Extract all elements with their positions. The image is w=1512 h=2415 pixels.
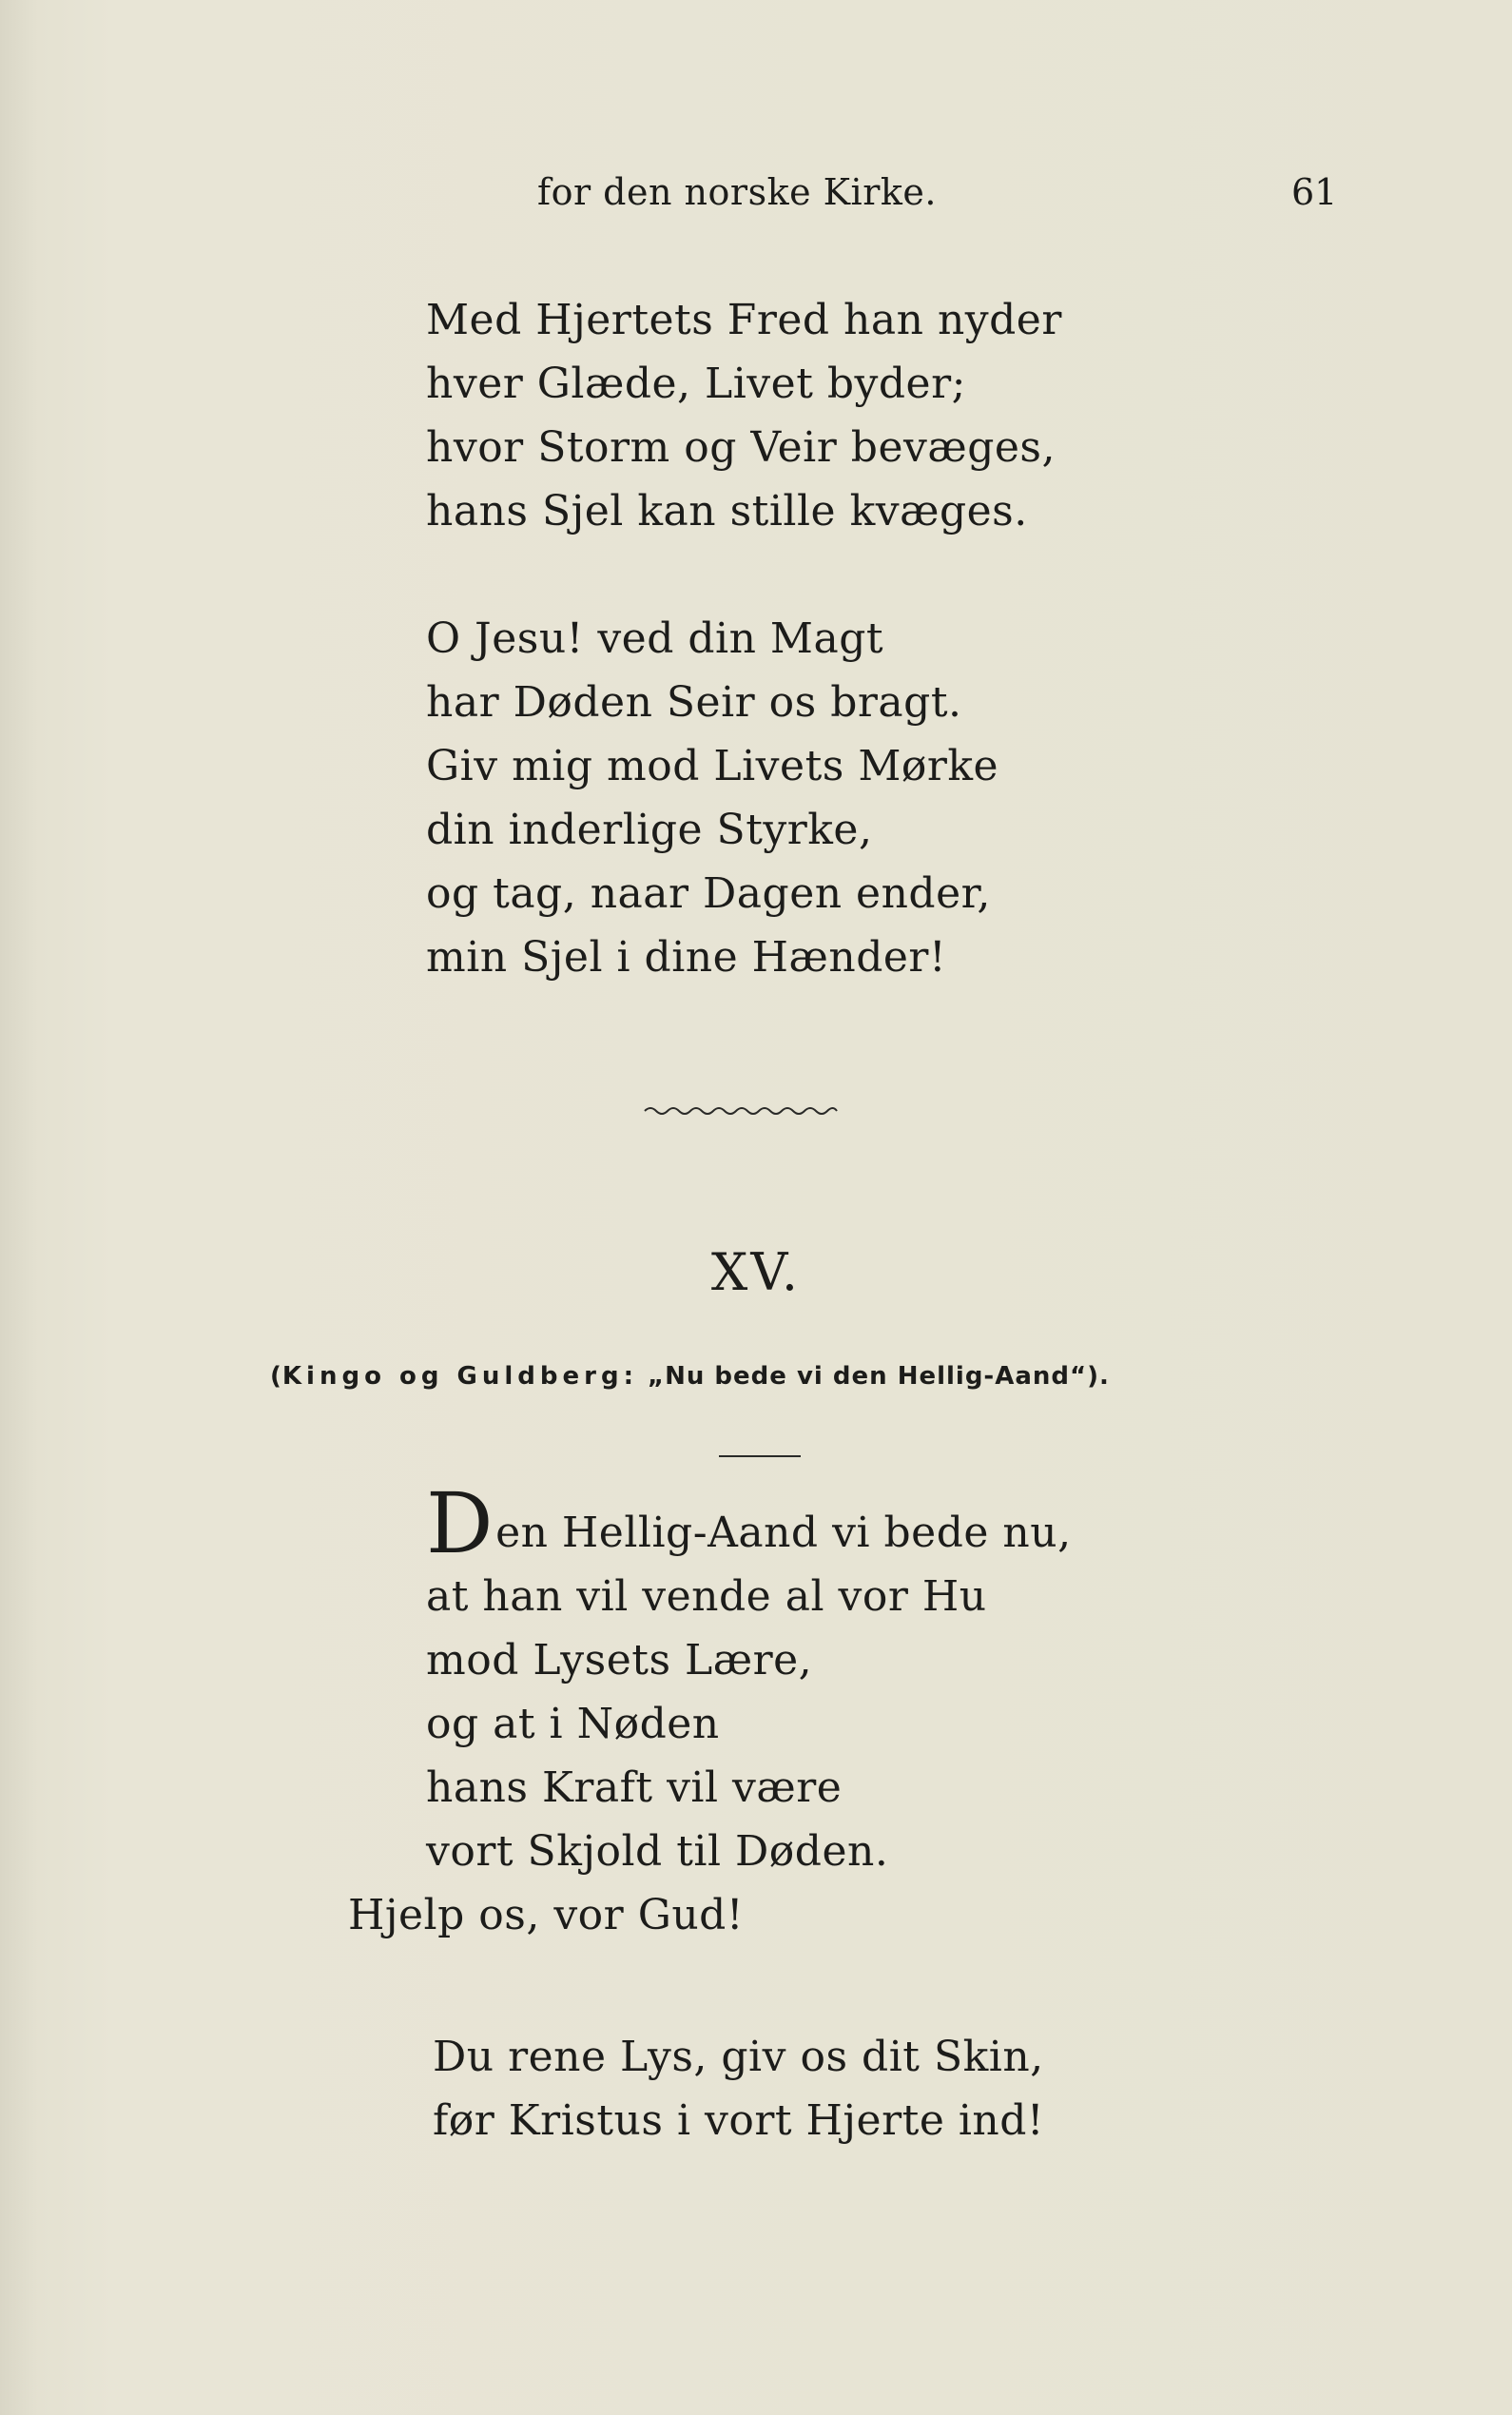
verse-line-first xyxy=(426,1474,1072,1572)
verse-line: Med Hjertets Fred han nyder xyxy=(426,296,1062,344)
running-head: for den norske Kirke. xyxy=(537,171,937,213)
page-number: 61 xyxy=(1291,171,1338,213)
source-authors: Kingo og Guldberg: xyxy=(281,1362,638,1391)
source-open-paren: ( xyxy=(270,1362,282,1391)
stanza-2 xyxy=(426,607,998,989)
verse-line: hans Kraft vil være xyxy=(426,1763,843,1812)
divider-rule xyxy=(719,1455,801,1457)
verse-line: har Døden Seir os bragt. xyxy=(426,678,962,727)
verse-line: hver Glæde, Livet byder; xyxy=(426,360,966,408)
verse-line: Giv mig mod Livets Mørke xyxy=(426,742,999,790)
verse-line: vort Skjold til Døden. xyxy=(426,1827,889,1876)
source-title: „Nu bede vi den Hellig-Aand“). xyxy=(637,1362,1110,1391)
verse-line: min Sjel i dine Hænder! xyxy=(426,933,947,982)
verse-line: O Jesu! ved din Magt xyxy=(426,614,884,663)
verse-line: at han vil vende al vor Hu xyxy=(426,1572,987,1621)
hymn-source xyxy=(270,1362,1110,1391)
hymn-number: XV. xyxy=(710,1242,802,1302)
verse-line: før Kristus i vort Hjerte ind! xyxy=(433,2096,1045,2145)
hymn-stanza-2 xyxy=(433,2025,1044,2152)
verse-line: og at i Nøden xyxy=(426,1700,720,1748)
verse-line: hvor Storm og Veir bevæges, xyxy=(426,423,1056,472)
wavy-line-ornament-icon xyxy=(643,1103,839,1119)
verse-line: din inderlige Styrke, xyxy=(426,806,873,854)
verse-line: Du rene Lys, giv os dit Skin, xyxy=(433,2033,1044,2081)
verse-line: hans Sjel kan stille kvæges. xyxy=(426,487,1028,536)
first-line-rest: en Hellig-Aand vi bede nu, xyxy=(495,1509,1072,1557)
stanza-1 xyxy=(426,288,1062,543)
refrain-line: Hjelp os, vor Gud! xyxy=(348,1891,745,1939)
verse-line: og tag, naar Dagen ender, xyxy=(426,869,991,918)
verse-line: mod Lysets Lære, xyxy=(426,1636,813,1685)
hymn-stanza-1 xyxy=(348,1474,1072,1947)
drop-cap: D xyxy=(426,1474,494,1572)
